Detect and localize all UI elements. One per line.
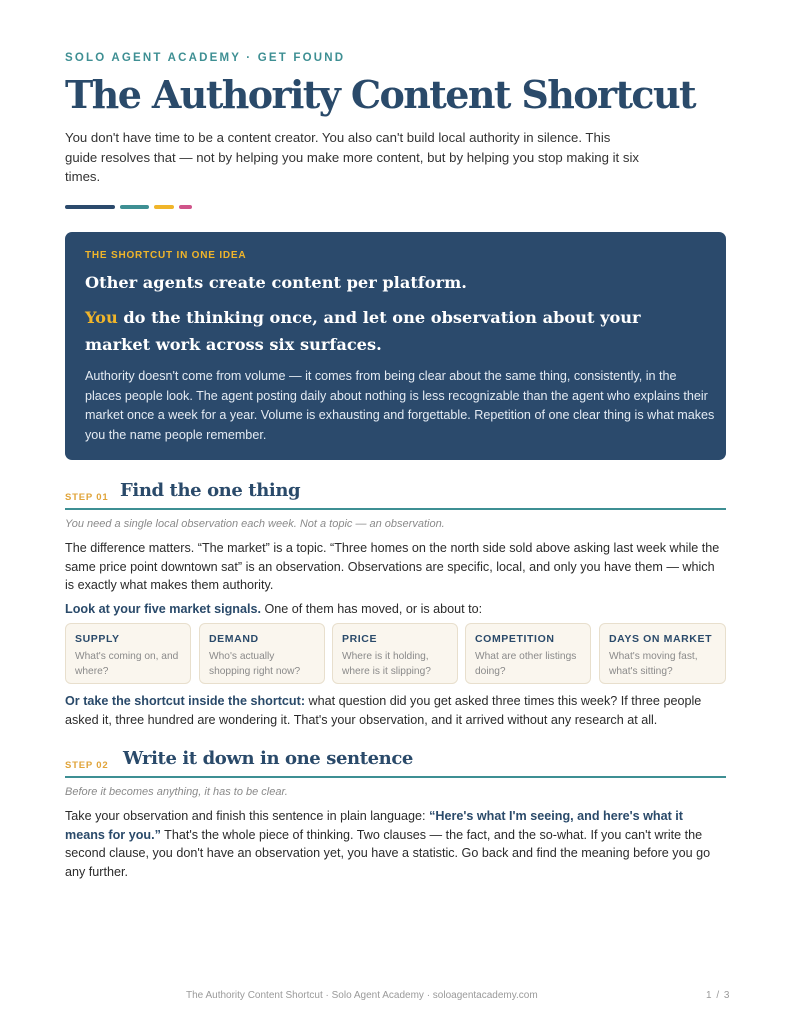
signal-name: SUPPLY — [75, 633, 120, 645]
signal-card-demand — [199, 623, 325, 684]
signal-card-supply — [65, 623, 191, 684]
callout-label: THE SHORTCUT IN ONE IDEA — [85, 250, 247, 261]
signals-lead-bold: Look at your five market signals. — [65, 602, 261, 616]
signals-lead-rest: One of them has moved, or is about to: — [260, 602, 483, 616]
step-2-divider — [65, 776, 726, 778]
step-1-divider — [65, 508, 726, 510]
callout-headline-2-rest: do the thinking once, and let one observation about your market work across six surfaces. — [85, 308, 641, 354]
page-number: 1 / 3 — [706, 990, 731, 1001]
step-1-title: Find the one thing — [120, 480, 301, 501]
accent-bar-teal — [120, 205, 149, 209]
signal-description: Who's actually shopping right now? — [209, 651, 301, 677]
signal-description: What's moving fast, what's sitting? — [609, 651, 698, 677]
signal-card-days-on-market — [599, 623, 726, 684]
page-title: The Authority Content Shortcut — [65, 72, 695, 117]
footer-text: The Authority Content Shortcut · Solo Agent Academy · soloagentacademy.com — [186, 990, 538, 1001]
eyebrow-label: SOLO AGENT ACADEMY · GET FOUND — [65, 52, 346, 64]
intro-paragraph: You don't have time to be a content creator. You also can't build local authority in silence. This guide resolves that — not by helping you make more content, but by helping you stop making it six times. — [65, 130, 639, 184]
callout-headline-2 — [85, 304, 705, 358]
signal-name: DAYS ON MARKET — [609, 633, 713, 645]
signal-description: Where is it holding, where is it slipping? — [342, 651, 431, 677]
signal-name: DEMAND — [209, 633, 259, 645]
step-2-para-start: Take your observation and finish this sentence in plain language: — [65, 809, 430, 823]
callout-headline-1: Other agents create content per platform. — [85, 273, 467, 292]
step-1-paragraph: The difference matters. “The market” is a topic. “Three homes on the north side sold above asking last week while the same price point downtown sat” is an observation. Observations are specific, local, and only you have them — which is exactly what makes them authority. — [65, 541, 720, 592]
step-2-subtitle: Before it becomes anything, it has to be clear. — [65, 786, 288, 798]
shortcut-rest: what question did you get asked three times this week? If three people asked it, three hundred are wondering it. That's your observation, and it arrived without any research at all. — [65, 694, 702, 727]
signal-description: What are other listings doing? — [475, 651, 577, 677]
step-2-para-end: That's the whole piece of thinking. Two clauses — the fact, and the so-what. If you can't write the second clause, you don't have an observation yet, you have a statistic. Go back and find the meaning before you go any further. — [65, 827, 711, 879]
signal-name: COMPETITION — [475, 633, 555, 645]
shortcut-callout — [65, 232, 726, 460]
step-2-label: STEP 02 — [65, 760, 109, 771]
shortcut-bold: Or take the shortcut inside the shortcut: — [65, 694, 306, 708]
step-2-para-bold: “Here's what I'm seeing, and here's what it means for you.” — [65, 809, 683, 842]
accent-bar-gold — [154, 205, 174, 209]
signal-description: What's coming on, and where? — [75, 651, 179, 677]
step-1-subtitle: You need a single local observation each week. Not a topic — an observation. — [65, 518, 445, 530]
step-2-paragraph — [65, 807, 726, 881]
callout-body: Authority doesn't come from volume — it comes from being clear about the same thing, consistently, in the places people look. The agent posting daily about nothing is less recognizable than the agent who explains their market once a week for a year. Volume is exhausting and forgettable. Repetition of one clear thing is what makes you the name people remember. — [85, 369, 715, 443]
shortcut-paragraph — [65, 692, 726, 729]
step-2-title: Write it down in one sentence — [123, 748, 413, 769]
step-2-header — [65, 748, 726, 778]
step-1-header — [65, 480, 726, 510]
accent-bar-navy — [65, 205, 115, 209]
signal-card-price — [332, 623, 458, 684]
signal-name: PRICE — [342, 633, 378, 645]
market-signals — [65, 623, 726, 684]
callout-highlight: You — [85, 308, 118, 327]
signals-lead — [65, 600, 726, 619]
signal-card-competition — [465, 623, 591, 684]
accent-bar-pink — [179, 205, 192, 209]
step-1-label: STEP 01 — [65, 492, 109, 503]
